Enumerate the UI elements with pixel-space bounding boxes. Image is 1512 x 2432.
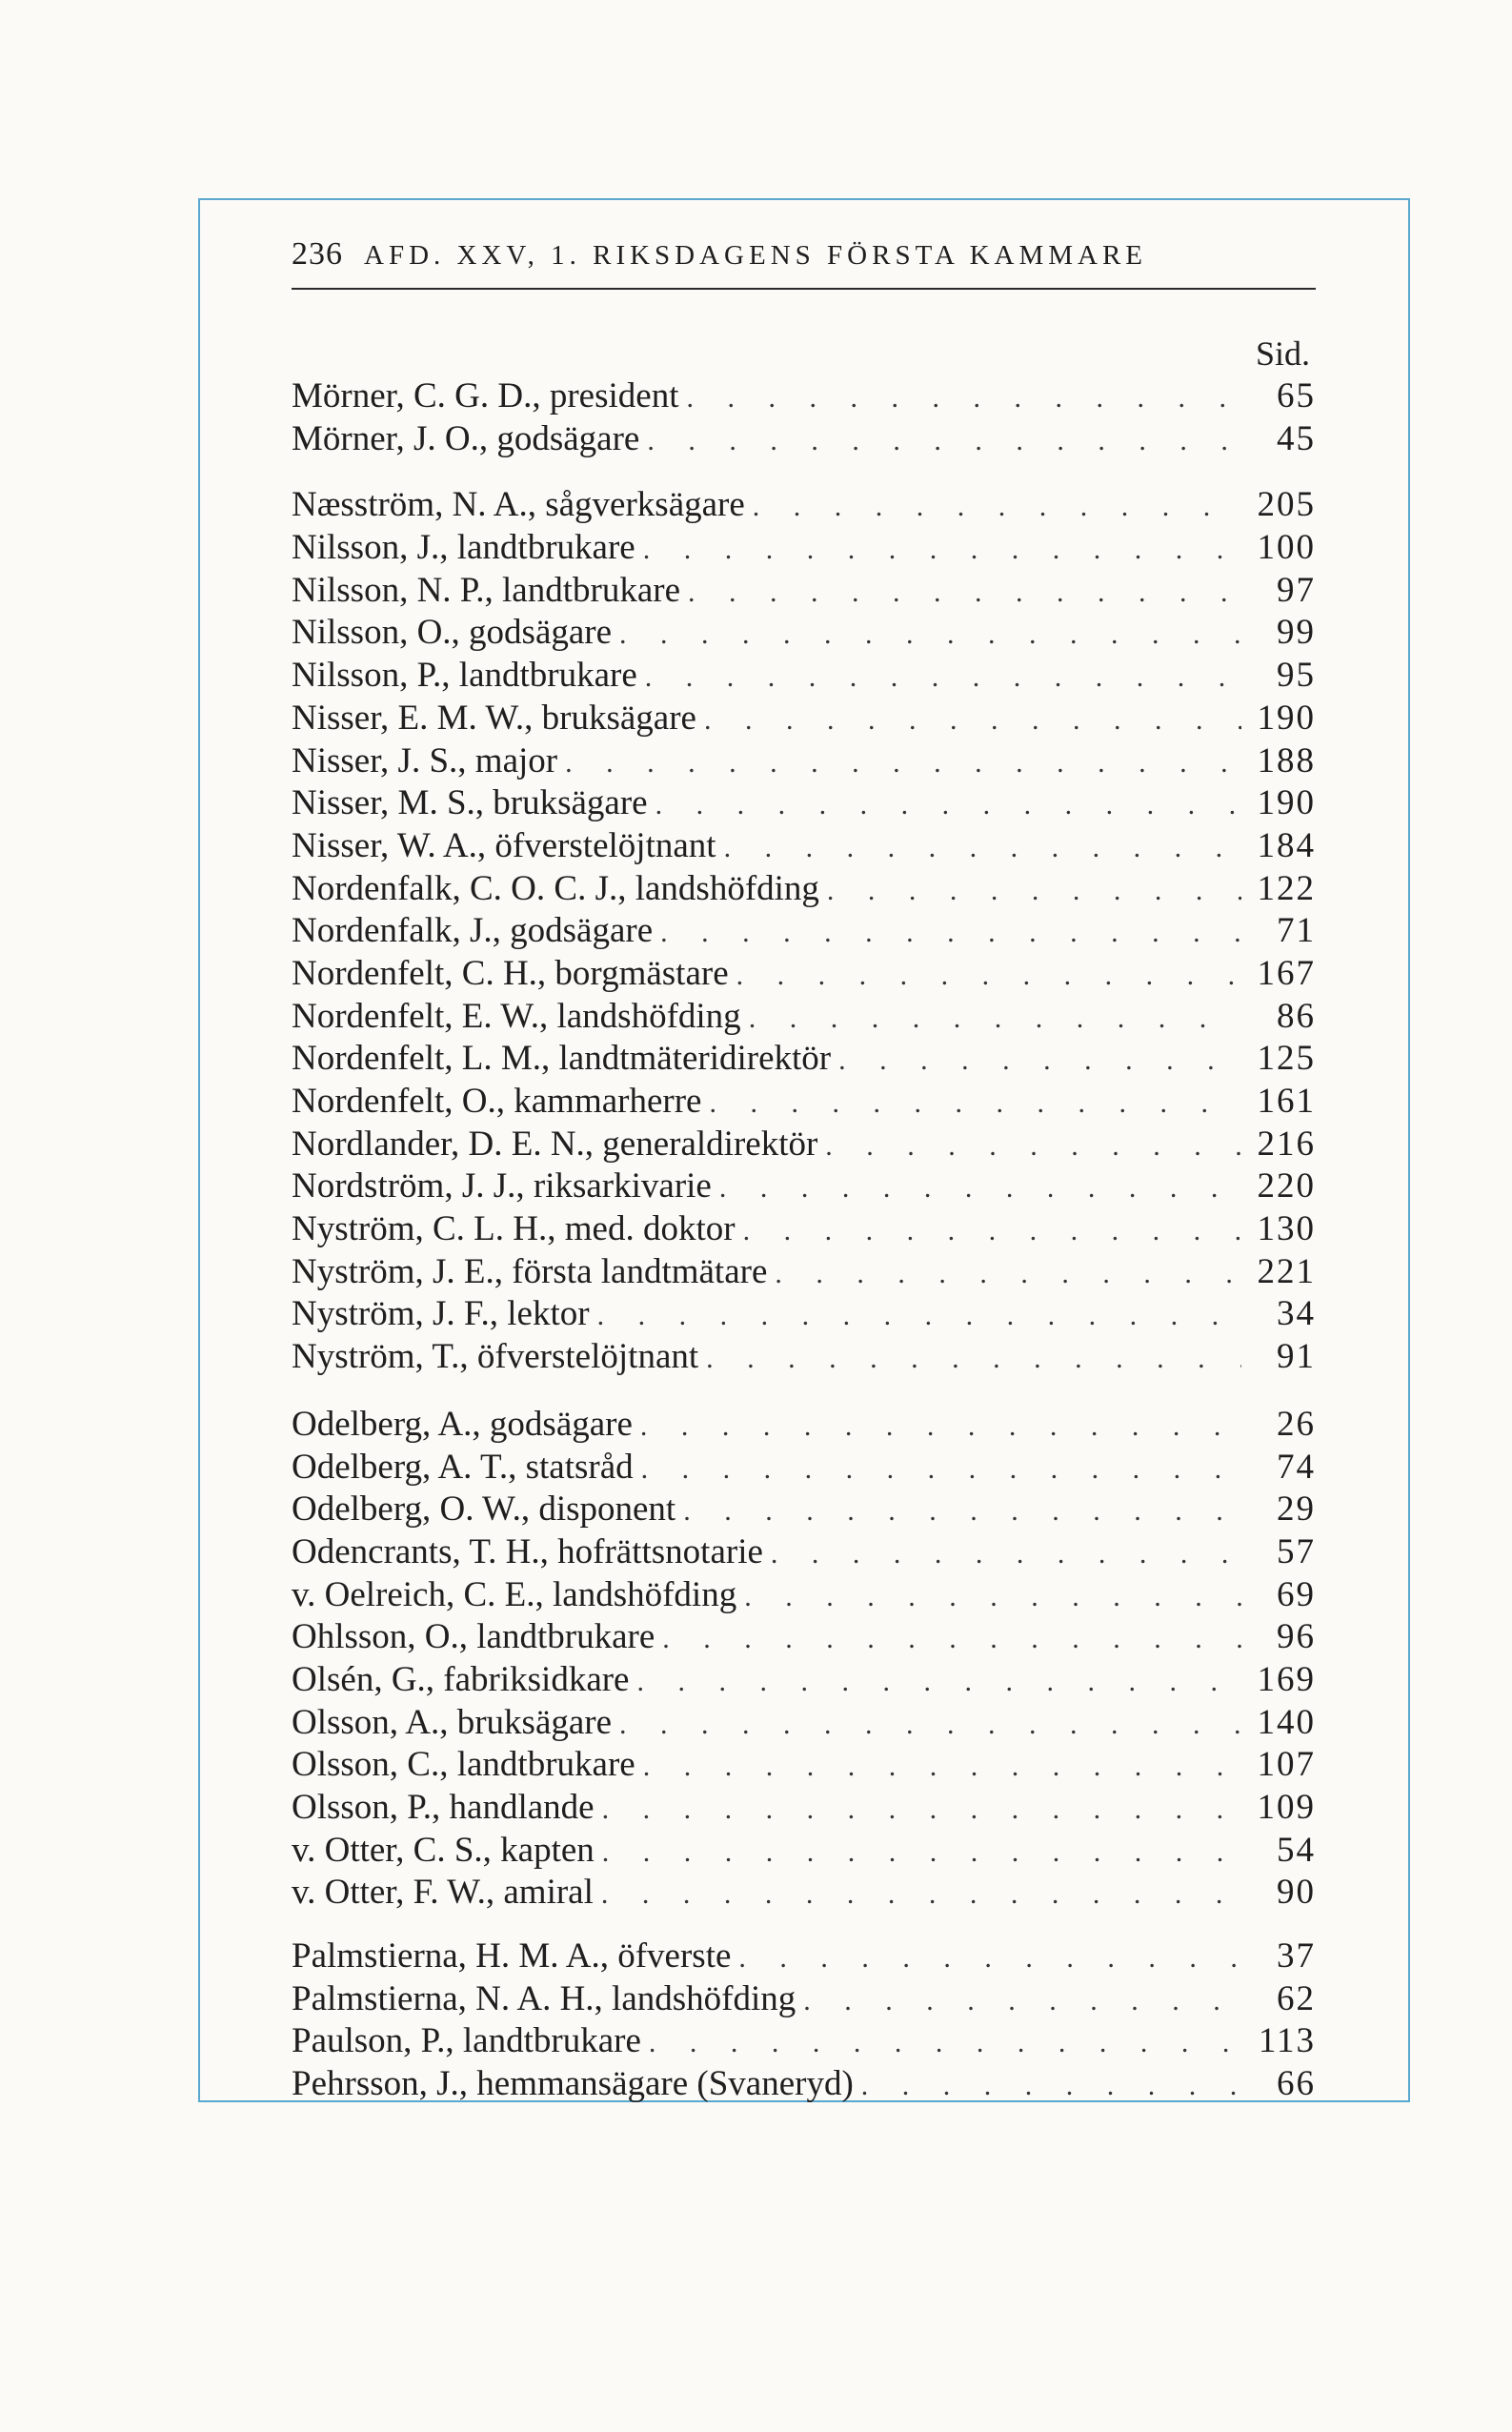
entry-page-number: 125 [1257, 1039, 1316, 1079]
index-entry [292, 740, 1316, 783]
index-entry [292, 953, 1316, 996]
entry-name: Odelberg, O. W., disponent [292, 1490, 676, 1530]
entry-page-number: 216 [1257, 1124, 1316, 1164]
entry-name: Nordenfelt, C. H., borgmästare [292, 953, 729, 993]
entry-group [292, 1404, 1316, 1915]
dot-leader [649, 2022, 1241, 2063]
dot-leader [771, 1533, 1241, 1574]
index-entry [292, 1978, 1316, 2021]
dot-leader [647, 420, 1241, 461]
dot-leader [709, 1083, 1241, 1124]
header-title: AFD. XXV, 1. RIKSDAGENS FÖRSTA KAMMARE [364, 240, 1148, 271]
dot-leader [601, 1874, 1241, 1915]
entry-page-number: 130 [1257, 1209, 1316, 1249]
dot-leader [655, 784, 1241, 825]
entry-name: Olsén, G., fabriksidkare [292, 1659, 630, 1699]
dot-leader [602, 1789, 1241, 1830]
entry-page-number: 97 [1277, 570, 1316, 610]
entry-page-number: 221 [1257, 1251, 1316, 1291]
entry-name: Nilsson, O., godsägare [292, 613, 613, 653]
index-entry [292, 527, 1316, 570]
dot-leader [775, 1253, 1241, 1294]
entry-page-number: 62 [1277, 1978, 1316, 2018]
dot-leader [619, 614, 1241, 655]
dot-leader [683, 1490, 1241, 1531]
dot-leader [641, 1449, 1241, 1490]
entry-page-number: 74 [1277, 1447, 1316, 1487]
entry-group [292, 1935, 1316, 2106]
index-entry [292, 418, 1316, 461]
entry-page-number: 57 [1277, 1531, 1316, 1571]
dot-leader [686, 377, 1241, 418]
index-entry [292, 1124, 1316, 1166]
index-entries [292, 375, 1316, 2106]
dot-leader [753, 486, 1241, 527]
entry-name: Pehrsson, J., hemmansägare (Svaneryd) [292, 2064, 854, 2104]
entry-page-number: 86 [1277, 996, 1316, 1036]
entry-name: Paulson, P., landtbrukare [292, 2021, 641, 2061]
dot-leader [688, 572, 1241, 613]
index-entry [292, 1531, 1316, 1574]
dot-leader [838, 1040, 1241, 1081]
index-entry [292, 612, 1316, 655]
entry-page-number: 34 [1277, 1294, 1316, 1334]
entry-name: Nilsson, P., landtbrukare [292, 656, 637, 696]
page-number: 236 [292, 236, 343, 272]
index-entry [292, 1081, 1316, 1124]
entry-name: Olsson, A., bruksägare [292, 1702, 613, 1742]
entry-page-number: 220 [1257, 1166, 1316, 1206]
entry-page-number: 190 [1257, 783, 1316, 823]
entry-group [292, 375, 1316, 460]
dot-leader [803, 1980, 1241, 2021]
entry-page-number: 169 [1257, 1659, 1316, 1699]
entry-page-number: 109 [1257, 1788, 1316, 1827]
entry-name: Odelberg, A. T., statsråd [292, 1447, 634, 1487]
index-entry [292, 1744, 1316, 1787]
entry-name: Nisser, M. S., bruksägare [292, 783, 648, 823]
dot-leader [602, 1832, 1241, 1873]
entry-page-number: 107 [1257, 1745, 1316, 1785]
entry-name: v. Otter, F. W., amiral [292, 1873, 594, 1913]
entry-name: Mörner, C. G. D., president [292, 376, 679, 415]
entry-name: Nyström, J. F., lektor [292, 1294, 590, 1334]
index-entry [292, 825, 1316, 868]
dot-leader [636, 1661, 1241, 1702]
entry-page-number: 100 [1257, 528, 1316, 568]
entry-name: Nyström, J. E., första landtmätare [292, 1251, 768, 1291]
entry-name: Palmstierna, N. A. H., landshöfding [292, 1978, 796, 2018]
entry-name: v. Otter, C. S., kapten [292, 1830, 595, 1870]
running-header [292, 236, 1316, 290]
index-entry [292, 782, 1316, 825]
page-content [292, 236, 1316, 2106]
group-spacer [292, 1379, 1316, 1404]
index-entry [292, 1489, 1316, 1531]
dot-leader [738, 1937, 1241, 1978]
entry-name: Nordenfelt, L. M., landtmäteridirektör [292, 1039, 832, 1079]
dot-leader [719, 1167, 1241, 1208]
dot-leader [645, 657, 1241, 698]
entry-page-number: 113 [1258, 2021, 1316, 2061]
index-entry [292, 1404, 1316, 1447]
dot-leader [597, 1295, 1241, 1336]
group-spacer [292, 460, 1316, 484]
dot-leader [565, 742, 1241, 783]
index-entry [292, 1165, 1316, 1208]
index-entry [292, 1447, 1316, 1490]
index-entry [292, 484, 1316, 527]
index-entry [292, 570, 1316, 613]
entry-name: Odelberg, A., godsägare [292, 1404, 633, 1444]
entry-page-number: 184 [1257, 825, 1316, 865]
entry-page-number: 65 [1277, 376, 1316, 415]
dot-leader [640, 1406, 1241, 1447]
index-entry [292, 1702, 1316, 1745]
entry-page-number: 161 [1257, 1082, 1316, 1121]
entry-page-number: 26 [1277, 1404, 1316, 1444]
entry-name: Nordlander, D. E. N., generaldirektör [292, 1124, 818, 1164]
entry-group [292, 484, 1316, 1378]
index-entry [292, 1872, 1316, 1915]
index-entry [292, 910, 1316, 953]
index-entry [292, 1935, 1316, 1978]
entry-page-number: 91 [1277, 1337, 1316, 1377]
entry-name: Nyström, T., öfverstelöjtnant [292, 1337, 699, 1377]
entry-name: Olsson, P., handlande [292, 1788, 595, 1827]
entry-name: Nordenfalk, C. O. C. J., landshöfding [292, 868, 819, 908]
dot-leader [825, 1125, 1241, 1166]
entry-name: Ohlsson, O., landtbrukare [292, 1617, 655, 1657]
entry-page-number: 95 [1277, 656, 1316, 696]
group-spacer [292, 1915, 1316, 1935]
dot-leader [743, 1210, 1241, 1251]
entry-name: Nordenfalk, J., godsägare [292, 911, 654, 951]
entry-page-number: 96 [1277, 1617, 1316, 1657]
entry-name: Nilsson, N. P., landtbrukare [292, 570, 680, 610]
entry-page-number: 205 [1257, 485, 1316, 525]
entry-page-number: 122 [1257, 868, 1316, 908]
dot-leader [662, 1618, 1241, 1659]
entry-page-number: 167 [1257, 953, 1316, 993]
dot-leader [619, 1704, 1241, 1745]
index-entry [292, 1293, 1316, 1336]
index-entry [292, 655, 1316, 698]
index-entry [292, 1830, 1316, 1873]
dot-leader [704, 699, 1241, 740]
entry-name: Odencrants, T. H., hofrättsnotarie [292, 1531, 763, 1571]
dot-leader [724, 827, 1241, 868]
entry-name: Nordenfelt, O., kammarherre [292, 1082, 702, 1121]
page-column-label: Sid. [1255, 334, 1310, 373]
entry-name: Olsson, C., landtbrukare [292, 1745, 635, 1785]
dot-leader [744, 1576, 1241, 1617]
index-entry [292, 1616, 1316, 1659]
entry-page-number: 37 [1277, 1936, 1316, 1976]
entry-name: Nisser, W. A., öfverstelöjtnant [292, 825, 716, 865]
entry-name: Nordenfelt, E. W., landshöfding [292, 996, 741, 1036]
entry-page-number: 99 [1277, 613, 1316, 653]
index-entry [292, 1038, 1316, 1081]
index-entry [292, 1208, 1316, 1251]
dot-leader [749, 998, 1241, 1039]
entry-name: Nyström, C. L. H., med. doktor [292, 1209, 736, 1249]
index-entry [292, 868, 1316, 911]
entry-name: Nisser, E. M. W., bruksägare [292, 698, 696, 738]
index-entry [292, 698, 1316, 740]
dot-leader [706, 1338, 1241, 1379]
entry-page-number: 66 [1277, 2064, 1316, 2104]
entry-name: Nordström, J. J., riksarkivarie [292, 1166, 712, 1206]
entry-name: Nisser, J. S., major [292, 740, 558, 780]
entry-name: Næsström, N. A., sågverksägare [292, 485, 745, 525]
dot-leader [827, 870, 1241, 911]
index-entry [292, 375, 1316, 418]
index-entry [292, 1251, 1316, 1294]
index-entry [292, 1336, 1316, 1379]
index-entry [292, 996, 1316, 1039]
dot-leader [861, 2065, 1241, 2106]
index-entry [292, 1787, 1316, 1830]
entry-name: v. Oelreich, C. E., landshöfding [292, 1574, 737, 1614]
index-entry [292, 2063, 1316, 2106]
index-entry [292, 1574, 1316, 1617]
dot-leader [643, 1746, 1241, 1787]
entry-page-number: 29 [1277, 1490, 1316, 1530]
entry-name: Nilsson, J., landtbrukare [292, 528, 635, 568]
entry-name: Palmstierna, H. M. A., öfverste [292, 1936, 732, 1976]
entry-page-number: 140 [1257, 1702, 1316, 1742]
entry-name: Mörner, J. O., godsägare [292, 418, 640, 458]
dot-leader [660, 912, 1241, 953]
dot-leader [643, 529, 1241, 570]
index-entry [292, 1659, 1316, 1702]
entry-page-number: 69 [1277, 1574, 1316, 1614]
index-entry [292, 2020, 1316, 2063]
entry-page-number: 188 [1257, 740, 1316, 780]
entry-page-number: 45 [1277, 418, 1316, 458]
entry-page-number: 71 [1277, 911, 1316, 951]
entry-page-number: 54 [1277, 1830, 1316, 1870]
entry-page-number: 190 [1257, 698, 1316, 738]
dot-leader [736, 955, 1241, 996]
entry-page-number: 90 [1277, 1873, 1316, 1913]
